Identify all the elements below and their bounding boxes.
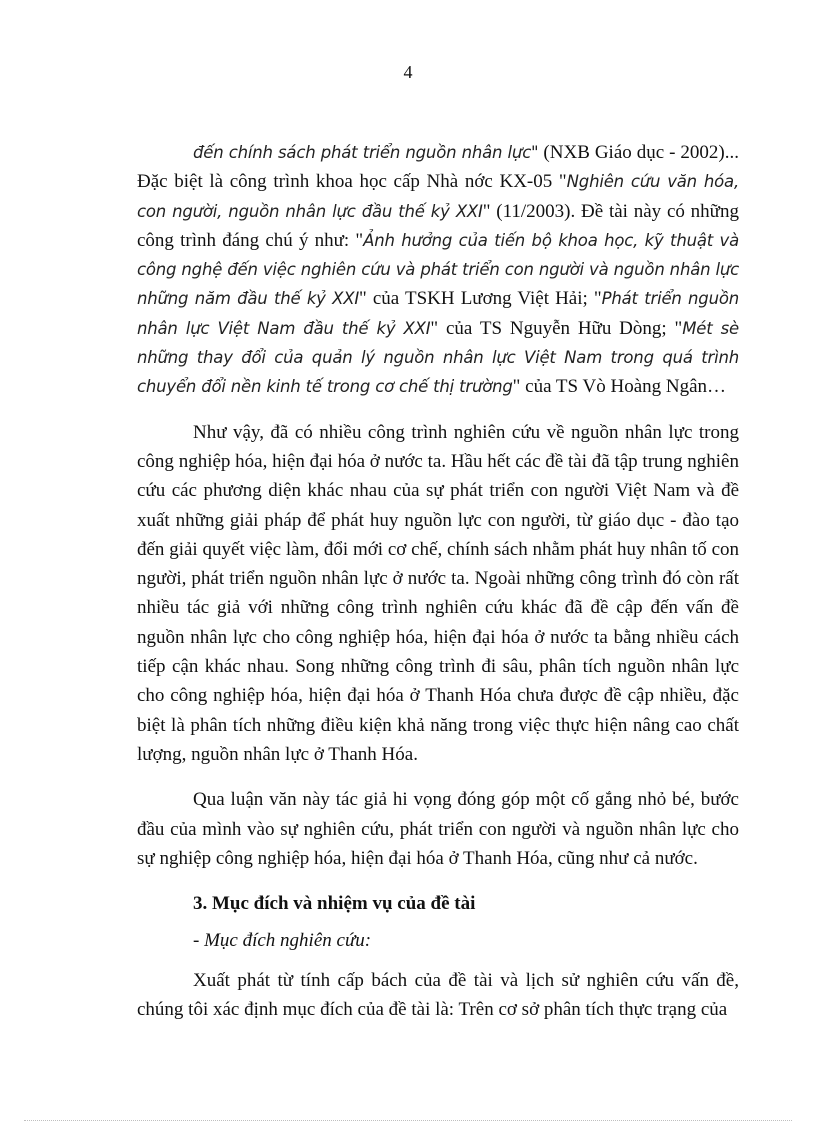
paragraph-contribution: Qua luận văn này tác giả hi vọng đóng góp một cố gắng nhỏ bé, bước đầu của mình vào sự nghiên cứu, phát triển con người và nguồn nhân lực cho sự nghiệp công nghiệp hóa, hiện đại hóa ở Thanh Hóa, cũng như cả nước. xyxy=(137,789,739,869)
text: " của TS Vò Hoàng Ngân… xyxy=(512,376,727,398)
italic-text: đến chính sách phát triển nguồn nhân lực" xyxy=(193,143,539,162)
paragraph-references xyxy=(137,138,739,402)
italic-text: Phát triển nguồn nhân lực Việt Nam đầu thế kỷ XXI xyxy=(137,289,739,338)
text: " (11/2003). Đề tài này có những công trình đáng chú ý như: " xyxy=(137,200,739,251)
text: (NXB Giáo dục - 2002)... Đặc biệt là công trình khoa học cấp Nhà nớc KX-05 " xyxy=(137,142,739,193)
italic-text: Mét sè những thay đổi của quản lý nguồn nhân lực Việt Nam trong quá trình chuyển đổi nền kinh tế trong cơ chế thị trường xyxy=(137,318,739,397)
subheading-research-purpose: - Mục đích nghiên cứu: xyxy=(193,930,372,952)
paragraph-summary: Như vậy, đã có nhiều công trình nghiên cứu về nguồn nhân lực trong công nghiệp hóa, hiện đại hóa ở nước ta. Hầu hết các đề tài đã tập trung nghiên cứu các phương diện khác nhau của sự phát triển con người Việt Nam và đề xuất những giải pháp để phát huy nguồn lực con người, từ giáo dục - đào tạo đến giải quyết việc làm, đổi mới cơ chế, chính sách nhằm phát huy nhân tố con người, phát triển nguồn nhân lực ở nước ta. Ngoài những công trình đó còn rất nhiều tác giả với những công trình nghiên cứu khác đã đề cập đến vấn đề nguồn nhân lực cho công nghiệp hóa, hiện đại hóa ở nước ta bằng nhiều cách tiếp cận khác nhau. Song những công trình đi sâu, phân tích nguồn nhân lực cho công nghiệp hóa, hiện đại hóa ở Thanh Hóa chưa được đề cập nhiều, đặc biệt là phân tích những điều kiện khả năng trong việc thực hiện nâng cao chất lượng, nguồn nhân lực ở Thanh Hóa. xyxy=(137,421,739,765)
text: " của TSKH Lương Việt Hải; " xyxy=(359,288,602,310)
page-number: 4 xyxy=(403,62,413,82)
paragraph-purpose: Xuất phát từ tính cấp bách của đề tài và lịch sử nghiên cứu vấn đề, chúng tôi xác định mục đích của đề tài là: Trên cơ sở phân tích thực trạng của xyxy=(137,969,739,1021)
document-body xyxy=(137,138,739,1040)
italic-text: Nghiên cứu văn hóa, con người, nguồn nhân lực đầu thế kỷ XXI xyxy=(137,172,739,221)
italic-text: Ảnh hưởng của tiến bộ khoa học, kỹ thuật và công nghệ đến việc nghiên cứu và phát triển con người và nguồn nhân lực những năm đầu thế kỷ XXI xyxy=(137,230,739,309)
text: " của TS Nguyễn Hữu Dòng; " xyxy=(430,317,683,339)
page-bottom-divider xyxy=(24,1120,792,1121)
section-heading: 3. Mục đích và nhiệm vụ của đề tài xyxy=(193,893,476,915)
